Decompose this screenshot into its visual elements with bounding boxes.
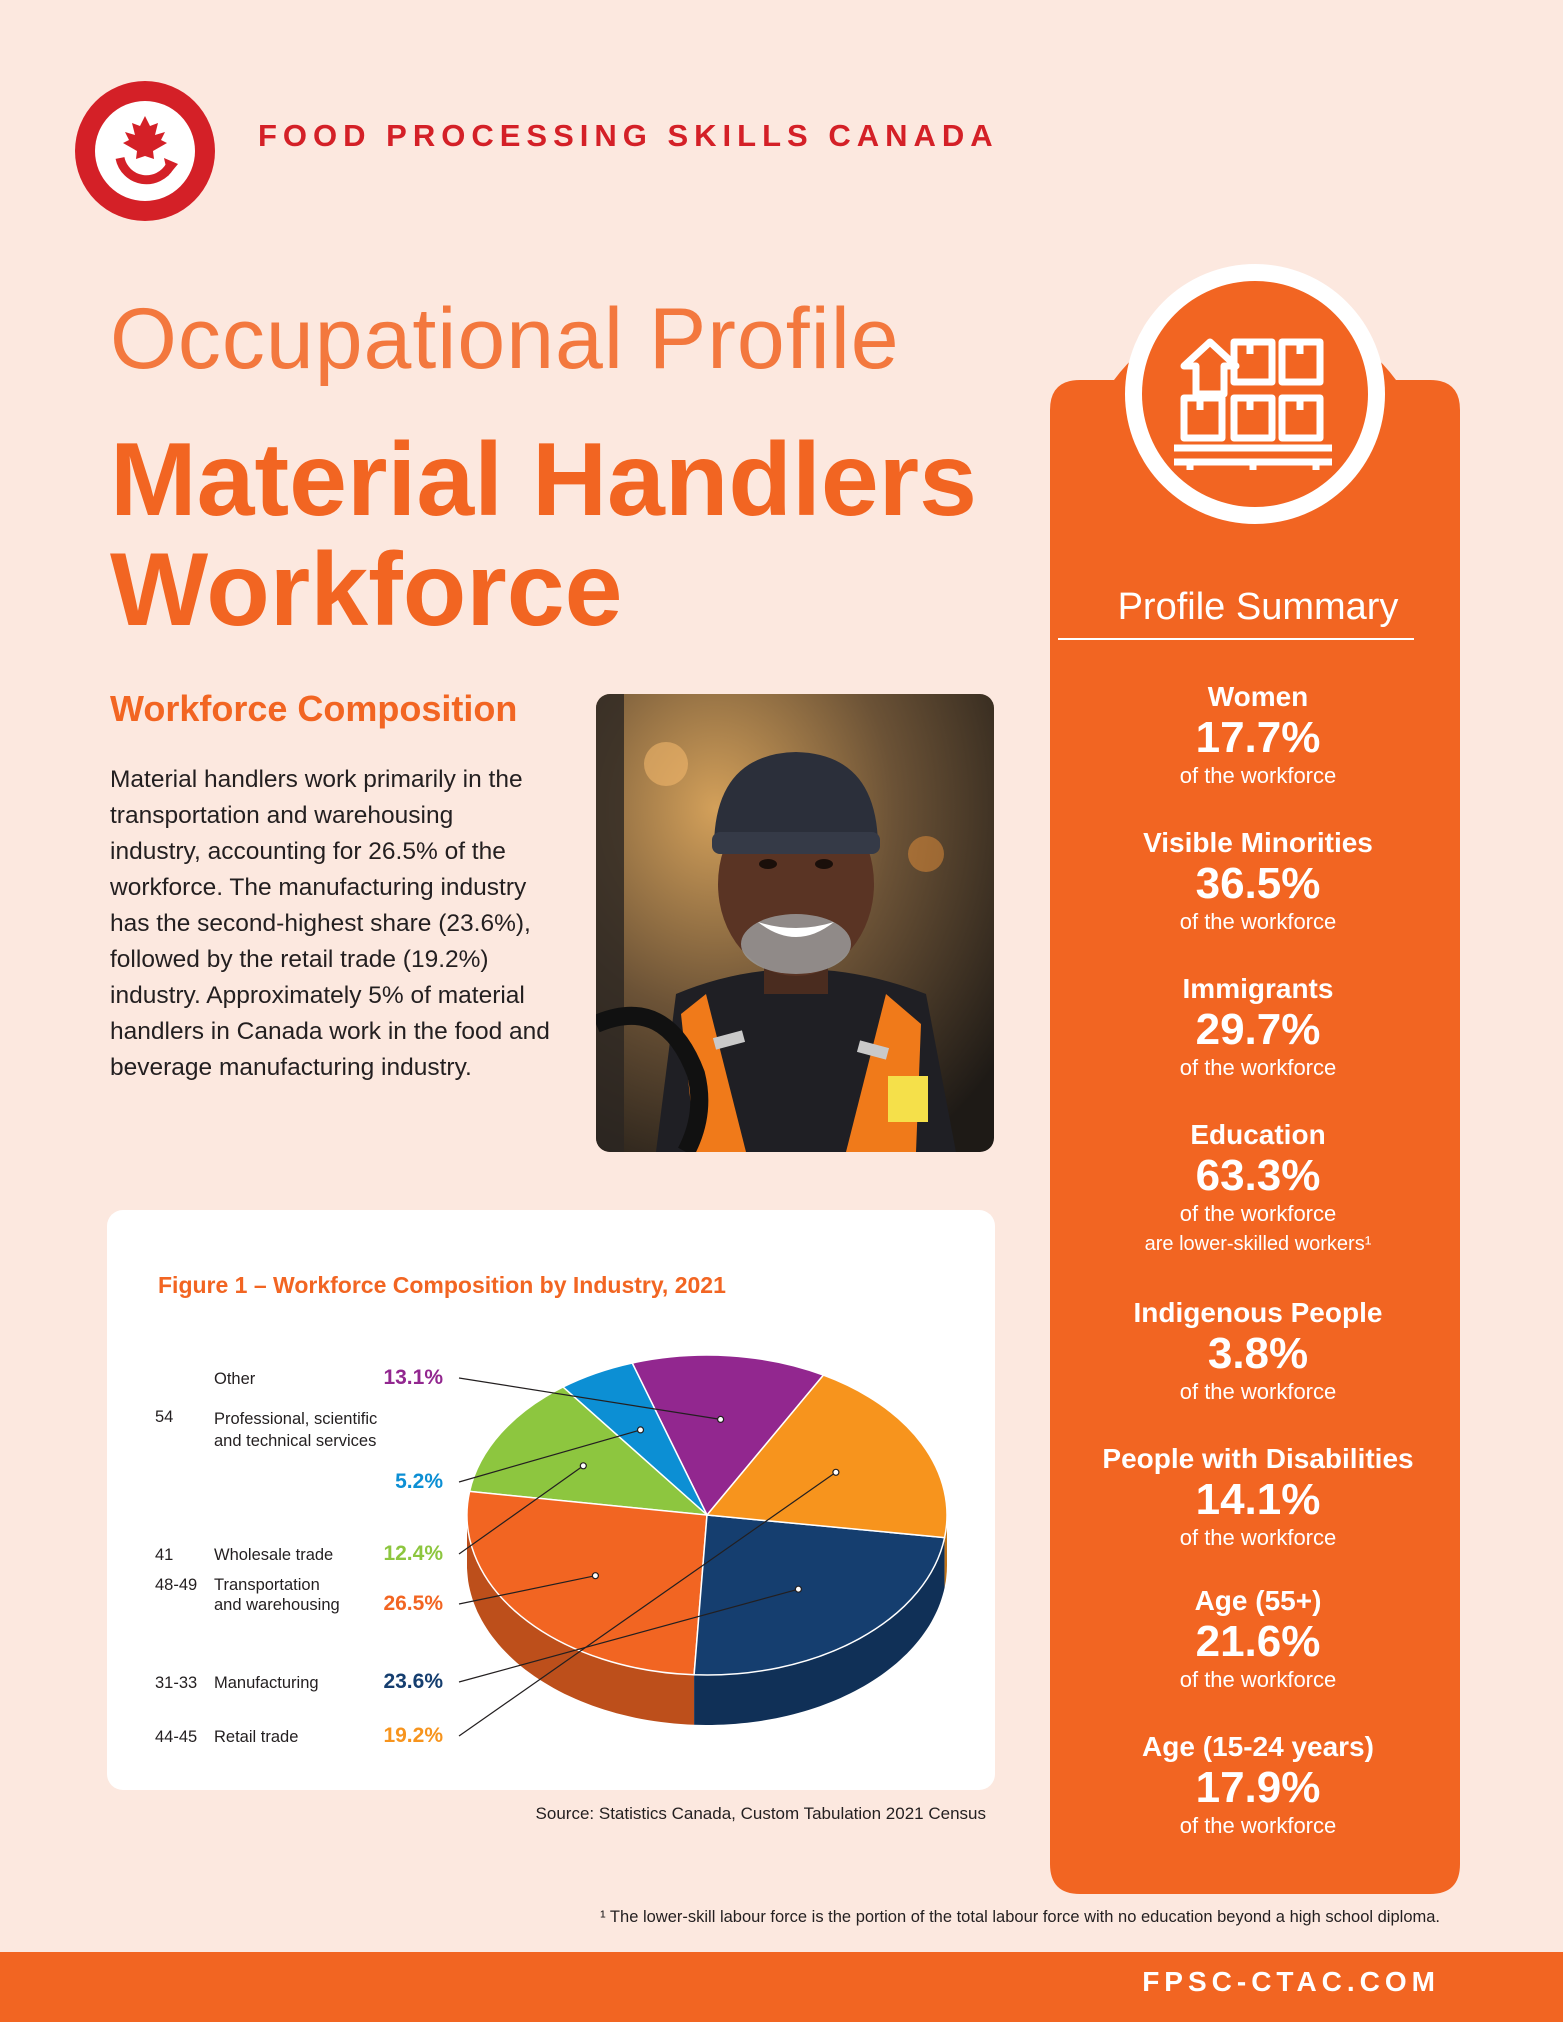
legend-value: 26.5% bbox=[383, 1592, 443, 1615]
heading-divider bbox=[1058, 638, 1414, 640]
stat-value: 29.7% bbox=[1195, 1005, 1321, 1054]
stat-value: 3.8% bbox=[1207, 1329, 1309, 1378]
stat-label: Age (55+) bbox=[1194, 1585, 1322, 1616]
legend-label-line2: and warehousing bbox=[214, 1596, 340, 1614]
stat-caption-extra: are lower-skilled workers¹ bbox=[1144, 1233, 1372, 1255]
stat-value: 17.7% bbox=[1195, 713, 1321, 762]
composition-paragraph: Material handlers work primarily in the transportation and warehousing industry, accounting for 26.5% of the workforce. The manufacturing industry has the second-highest share (23.6%), followed by the retail trade (19.2%) industry. Approximately 5% of material handlers in Canada work in the food and beverage manufacturing industry. bbox=[110, 766, 550, 1081]
legend-value: 19.2% bbox=[383, 1724, 443, 1747]
leader-dot bbox=[795, 1586, 801, 1592]
org-name: FOOD PROCESSING SKILLS CANADA bbox=[258, 118, 999, 153]
footer-website-link[interactable]: FPSC-CTAC.COM bbox=[1142, 1966, 1440, 1997]
figure-title: Figure 1 – Workforce Composition by Industry, 2021 bbox=[158, 1272, 726, 1298]
legend-label-line1: Professional, scientific bbox=[214, 1410, 378, 1428]
page-kicker: Occupational Profile bbox=[110, 291, 900, 387]
stat-label: Education bbox=[1190, 1119, 1326, 1150]
legend-label: Retail trade bbox=[214, 1728, 299, 1746]
legend-label-line2: and technical services bbox=[214, 1432, 377, 1450]
page-title bbox=[110, 422, 1070, 648]
page-title-line-1: Material Handlers bbox=[110, 422, 977, 538]
pie-slices bbox=[467, 1355, 947, 1675]
stat-label: People with Disabilities bbox=[1102, 1443, 1414, 1474]
stat-age-55-plus bbox=[1058, 1584, 1458, 1694]
stat-caption: of the workforce bbox=[1179, 1379, 1337, 1404]
stat-immigrants bbox=[1058, 972, 1458, 1082]
stat-caption: of the workforce bbox=[1179, 909, 1337, 934]
stat-value: 63.3% bbox=[1195, 1151, 1321, 1200]
legend-label-line1: Transportation bbox=[214, 1576, 320, 1594]
stat-value: 21.6% bbox=[1195, 1617, 1321, 1666]
legend-code: 44-45 bbox=[155, 1728, 198, 1746]
worker-photo bbox=[596, 694, 994, 1152]
legend-label: Manufacturing bbox=[214, 1674, 319, 1692]
leader-dot bbox=[718, 1416, 724, 1422]
footnote: ¹ The lower-skill labour force is the portion of the total labour force with no education beyond a high school diploma. bbox=[600, 1908, 1440, 1926]
stat-label: Indigenous People bbox=[1133, 1297, 1383, 1328]
legend-value: 23.6% bbox=[383, 1670, 443, 1693]
fpsc-logo bbox=[72, 78, 218, 224]
stat-caption: of the workforce bbox=[1179, 1201, 1337, 1226]
leader-dot bbox=[638, 1427, 644, 1433]
stat-label: Women bbox=[1207, 681, 1309, 712]
page-title-line-2: Workforce bbox=[110, 532, 623, 648]
legend-value: 5.2% bbox=[395, 1470, 443, 1493]
stat-education bbox=[1058, 1118, 1458, 1260]
pie-legend bbox=[155, 1366, 443, 1747]
stat-value: 14.1% bbox=[1195, 1475, 1321, 1524]
leader-dot bbox=[592, 1573, 598, 1579]
stat-caption: of the workforce bbox=[1179, 763, 1337, 788]
legend-code: 41 bbox=[155, 1546, 174, 1564]
stat-label: Visible Minorities bbox=[1143, 827, 1373, 858]
section-heading: Workforce Composition bbox=[110, 688, 518, 729]
legend-label: Other bbox=[214, 1370, 256, 1388]
stat-women bbox=[1058, 680, 1458, 790]
stat-age-15-24 bbox=[1058, 1730, 1458, 1840]
stat-value: 17.9% bbox=[1195, 1763, 1321, 1812]
legend-value: 13.1% bbox=[383, 1366, 443, 1389]
legend-code: 54 bbox=[155, 1408, 174, 1426]
stat-indigenous bbox=[1058, 1296, 1458, 1406]
stat-value: 36.5% bbox=[1195, 859, 1321, 908]
leader-dot bbox=[833, 1469, 839, 1475]
legend-label: Wholesale trade bbox=[214, 1546, 334, 1564]
stat-label: Age (15-24 years) bbox=[1142, 1731, 1374, 1762]
stat-caption: of the workforce bbox=[1179, 1055, 1337, 1080]
stat-caption: of the workforce bbox=[1179, 1813, 1337, 1838]
stat-caption: of the workforce bbox=[1179, 1667, 1337, 1692]
profile-summary-heading: Profile Summary bbox=[1117, 586, 1399, 628]
figure-source: Source: Statistics Canada, Custom Tabulation 2021 Census bbox=[535, 1804, 986, 1823]
stat-visible-minorities bbox=[1058, 826, 1458, 936]
industry-pie-chart bbox=[107, 1210, 995, 1790]
stat-label: Immigrants bbox=[1182, 973, 1334, 1004]
legend-code: 48-49 bbox=[155, 1576, 198, 1594]
legend-code: 31-33 bbox=[155, 1674, 198, 1692]
stat-caption: of the workforce bbox=[1179, 1525, 1337, 1550]
leader-dot bbox=[580, 1463, 586, 1469]
stat-disabilities bbox=[1058, 1442, 1458, 1552]
legend-value: 12.4% bbox=[383, 1542, 443, 1565]
